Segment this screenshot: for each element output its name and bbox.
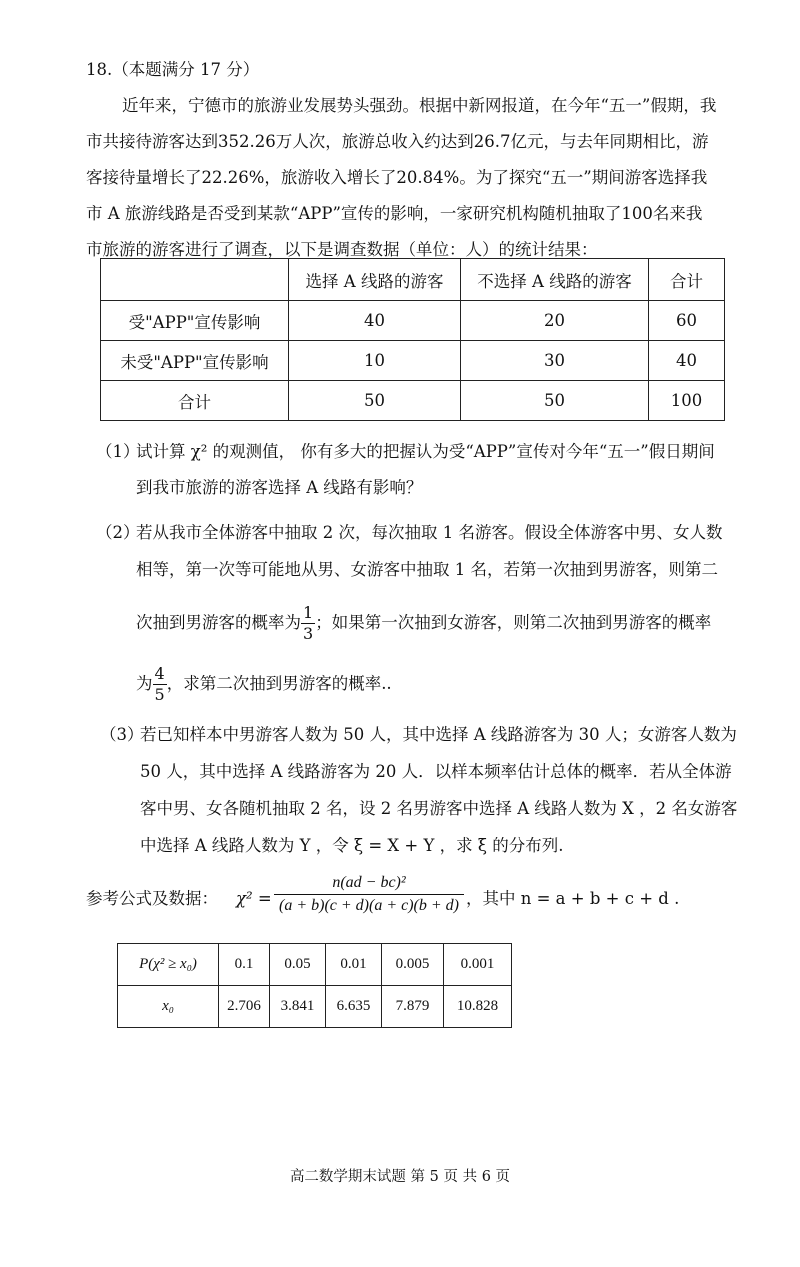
part2-label: （2） (96, 523, 140, 542)
table-header-cell: 选择 A 线路的游客 (289, 259, 461, 301)
part2-line-4 (136, 664, 392, 705)
chi-square-formula (274, 874, 464, 915)
table-row (118, 986, 512, 1028)
intro-line-5: 市旅游的游客进行了调查，以下是调查数据（单位：人）的统计结果： (86, 240, 598, 259)
table-cell: 30 (461, 341, 649, 381)
fraction-denominator: 3 (303, 624, 314, 643)
table-header-cell: P(χ² ≥ x₀) (118, 944, 219, 986)
reference-label: 参考公式及数据： (86, 889, 218, 908)
part3-line-2: 50 人，其中选择 A 线路游客为 20 人．以样本频率估计总体的概率．若从全体游 (140, 762, 732, 781)
fraction-numerator: 4 (154, 664, 165, 683)
part2-line-1: 若从我市全体游客中抽取 2 次，每次抽取 1 名游客。假设全体游客中男、女人数 (136, 523, 723, 542)
part2-line-4-pre: 为 (136, 674, 153, 693)
table-cell: 20 (461, 301, 649, 341)
table-cell: 60 (649, 301, 725, 341)
table-cell: 受"APP"宣传影响 (101, 301, 289, 341)
table-cell: 3.841 (270, 986, 326, 1028)
table-cell: 0.05 (270, 944, 326, 986)
fraction-one-third (301, 603, 315, 644)
table-cell: 未受"APP"宣传影响 (101, 341, 289, 381)
table-cell: 0.01 (326, 944, 382, 986)
intro-line-4: 市 A 旅游线路是否受到某款“APP”宣传的影响，一家研究机构随机抽取了100名来我 (86, 204, 703, 223)
table-cell: 7.879 (382, 986, 444, 1028)
table-cell: 50 (289, 381, 461, 421)
table-cell: 0.1 (219, 944, 270, 986)
table-header-cell (101, 259, 289, 301)
part3-line-1: 若已知样本中男游客人数为 50 人，其中选择 A 线路游客为 30 人；女游客人数为 (140, 725, 737, 744)
table-cell: 2.706 (219, 986, 270, 1028)
part2-line-2: 相等，第一次等可能地从男、女游客中抽取 1 名，若第一次抽到男游客，则第二 (136, 560, 718, 579)
table-row (101, 259, 725, 301)
critical-value-table (117, 943, 512, 1028)
part1-label: （1） (96, 442, 140, 461)
table-cell: 10.828 (444, 986, 512, 1028)
table-row (101, 381, 725, 421)
fraction-denominator: 5 (154, 685, 165, 704)
part3-line-4: 中选择 A 线路人数为 Y ，令 ξ = X + Y ，求 ξ 的分布列. (140, 836, 564, 855)
part3-line-3: 客中男、女各随机抽取 2 名，设 2 名男游客中选择 A 线路人数为 X ，2 名女游客 (140, 799, 738, 818)
fraction-four-fifths (153, 664, 167, 705)
chi-square-symbol: χ² = (236, 889, 272, 908)
part1-line-1: 试计算 χ² 的观测值， 你有多大的把握认为受“APP”宣传对今年“五一”假日期间 (136, 442, 715, 461)
intro-line-1: 近年来，宁德市的旅游业发展势头强劲。根据中新网报道，在今年“五一”假期，我 (122, 96, 717, 115)
part2-line-3-pre: 次抽到男游客的概率为 (136, 613, 301, 632)
table-cell: 40 (649, 341, 725, 381)
table-cell: 0.001 (444, 944, 512, 986)
table-cell: 50 (461, 381, 649, 421)
intro-line-2: 市共接待游客达到352.26万人次，旅游总收入约达到26.7亿元，与去年同期相比，游 (86, 132, 709, 151)
formula-suffix: ，其中 n = a + b + c + d . (466, 889, 680, 908)
fraction-numerator: 1 (303, 603, 314, 622)
page-footer: 高二数学期末试题 第 5 页 共 6 页 (289, 1169, 511, 1185)
part2-line-4-post: ，求第二次抽到男游客的概率.. (166, 674, 392, 693)
table-header-cell: 合计 (649, 259, 725, 301)
table-row (101, 301, 725, 341)
survey-table (100, 258, 725, 421)
table-row (118, 944, 512, 986)
formula-numerator: n(ad − bc)² (274, 874, 464, 895)
intro-line-3: 客接待量增长了22.26%，旅游收入增长了20.84%。为了探究“五一”期间游客选择我 (86, 168, 708, 187)
table-cell: 6.635 (326, 986, 382, 1028)
part1-line-2: 到我市旅游的游客选择 A 线路有影响？ (136, 478, 423, 497)
formula-denominator: (a + b)(c + d)(a + c)(b + d) (278, 897, 459, 914)
table-header-cell: x₀ (118, 986, 219, 1028)
question-header: 18.（本题满分 17 分） (86, 60, 260, 79)
table-row (101, 341, 725, 381)
part2-line-3 (136, 603, 711, 644)
part2-line-3-post: ；如果第一次抽到女游客，则第二次抽到男游客的概率 (315, 613, 712, 632)
table-cell: 40 (289, 301, 461, 341)
table-cell: 0.005 (382, 944, 444, 986)
table-cell: 10 (289, 341, 461, 381)
table-cell: 100 (649, 381, 725, 421)
table-header-cell: 不选择 A 线路的游客 (461, 259, 649, 301)
table-cell: 合计 (101, 381, 289, 421)
part3-label: （3） (100, 725, 144, 744)
